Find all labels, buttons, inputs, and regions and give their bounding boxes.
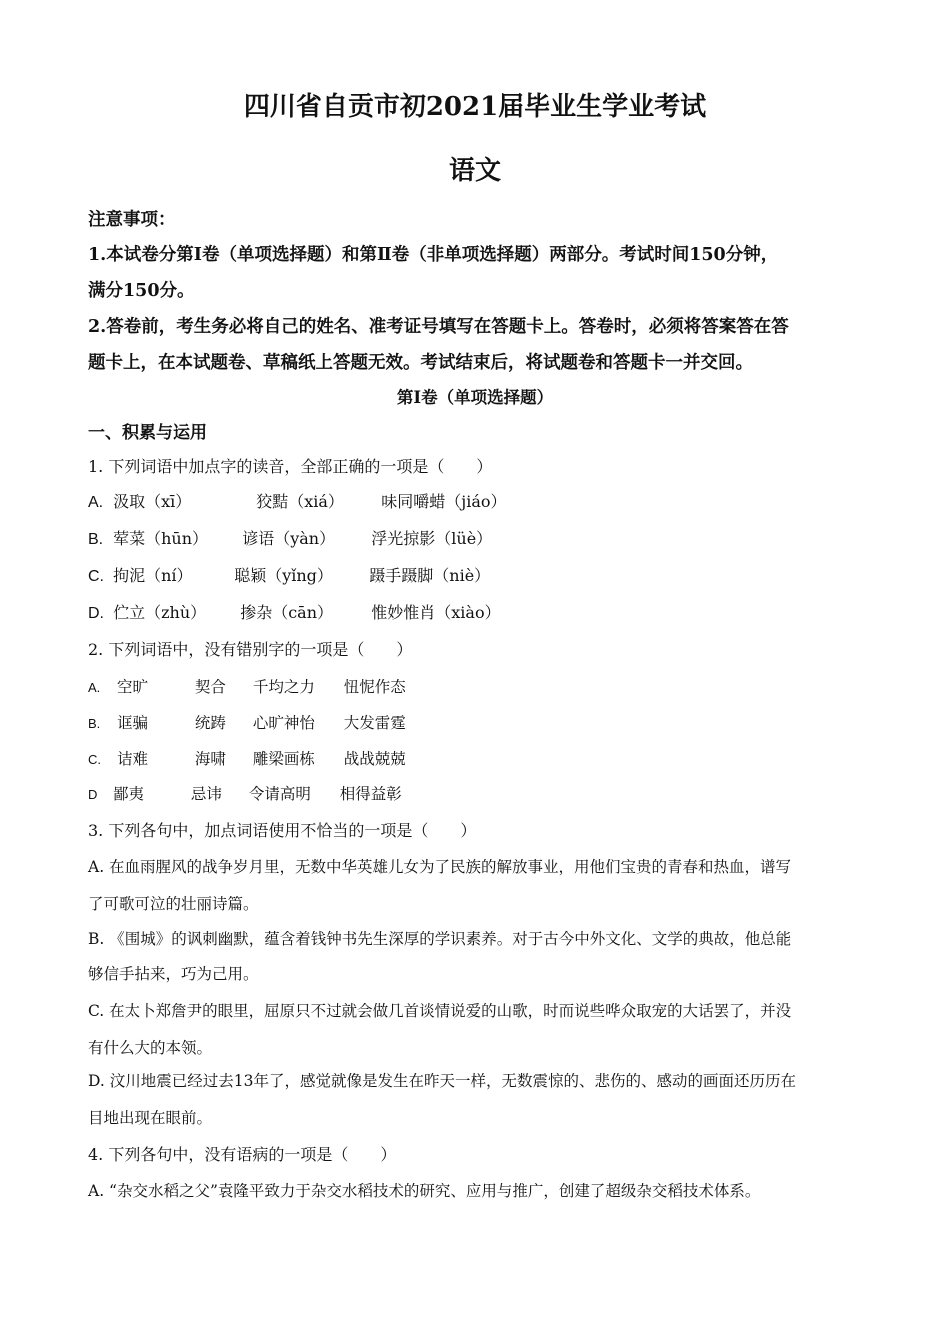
option-word: 浮光掠影（lüè） bbox=[371, 529, 493, 548]
section1-title: 一、积累与运用 bbox=[88, 423, 207, 443]
option-label: B. bbox=[88, 531, 104, 548]
q3-option-c-line2: 有什么大的本领。 bbox=[88, 1039, 213, 1057]
option-word: 忸怩作态 bbox=[343, 678, 406, 696]
q2-option-c bbox=[88, 747, 858, 769]
option-label: A. bbox=[88, 680, 101, 695]
notice-heading: 注意事项： bbox=[88, 210, 176, 230]
q2-option-a bbox=[88, 675, 858, 697]
q3-option-a-line1: A. 在血雨腥风的战争岁月里，无数中华英雄儿女为了民族的解放事业，用他们宝贵的青春和热血，谱写 bbox=[88, 858, 792, 876]
q1-option-d bbox=[88, 600, 858, 623]
q1-option-a bbox=[88, 489, 858, 512]
notice-line-4: 题卡上，在本试题卷、草稿纸上答题无效。考试结束后，将试题卷和答题卡一并交回。 bbox=[88, 353, 753, 373]
q4-stem: 4. 下列各句中，没有语病的一项是（ ） bbox=[88, 1145, 397, 1164]
option-word: 鄙夷 bbox=[112, 785, 144, 803]
option-label: B. bbox=[88, 716, 101, 731]
q3-option-b-line2: 够信手拈来，巧为己用。 bbox=[88, 965, 259, 983]
option-label: D. bbox=[88, 605, 104, 622]
notice-line-2: 满分150分。 bbox=[88, 281, 195, 301]
option-word: 掺杂（cān） bbox=[240, 603, 333, 622]
q1-stem: 1. 下列词语中加点字的读音，全部正确的一项是（ ） bbox=[88, 457, 493, 476]
option-word: 忌讳 bbox=[190, 785, 222, 803]
q3-option-c-line1: C. 在太卜郑詹尹的眼里，屈原只不过就会做几首谈情说爱的山歌，时而说些哗众取宠的大话罢了，并没 bbox=[88, 1002, 792, 1020]
option-word: 契合 bbox=[194, 678, 226, 696]
option-word: 相得益彰 bbox=[339, 785, 402, 803]
q3-option-b-line1: B. 《围城》的讽刺幽默，蕴含着钱钟书先生深厚的学识素养。对于古今中外文化、文学的典故，他总能 bbox=[88, 930, 792, 948]
option-word: 蹑手蹑脚（niè） bbox=[369, 566, 491, 585]
option-word: 狡黠（xiá） bbox=[256, 492, 344, 511]
q3-stem: 3. 下列各句中，加点词语使用不恰当的一项是（ ） bbox=[88, 821, 477, 840]
option-word: 荤菜（hūn） bbox=[113, 529, 209, 548]
option-word: 空旷 bbox=[116, 678, 148, 696]
option-word: 伫立（zhù） bbox=[113, 603, 207, 622]
option-label: C. bbox=[88, 752, 101, 767]
q1-option-c bbox=[88, 563, 858, 586]
option-word: 聪颖（yǐng） bbox=[234, 566, 333, 585]
option-word: 味同嚼蜡（jiáo） bbox=[381, 492, 507, 511]
option-word: 诓骗 bbox=[116, 714, 148, 732]
q3-option-d-line1: D. 汶川地震已经过去13年了，感觉就像是发生在昨天一样，无数震惊的、悲伤的、感动的画面还历历在 bbox=[88, 1072, 796, 1090]
option-word: 统踌 bbox=[194, 714, 226, 732]
option-word: 大发雷霆 bbox=[343, 714, 406, 732]
option-word: 心旷神怡 bbox=[252, 714, 315, 732]
option-label: D bbox=[88, 787, 98, 802]
part1-title: 第Ⅰ卷（单项选择题） bbox=[396, 388, 554, 407]
option-word: 千均之力 bbox=[252, 678, 315, 696]
option-word: 诘难 bbox=[116, 750, 148, 768]
option-word: 海啸 bbox=[194, 750, 226, 768]
subject-title: 语文 bbox=[448, 156, 501, 186]
option-label: C. bbox=[88, 568, 104, 585]
q2-option-d bbox=[88, 782, 858, 804]
q2-stem: 2. 下列词语中，没有错别字的一项是（ ） bbox=[88, 640, 413, 659]
option-word: 雕梁画栋 bbox=[252, 750, 315, 768]
notice-line-1: 1.本试卷分第Ⅰ卷（单项选择题）和第Ⅱ卷（非单项选择题）两部分。考试时间150分钟， bbox=[88, 245, 779, 265]
option-word: 谚语（yàn） bbox=[242, 529, 336, 548]
option-word: 战战兢兢 bbox=[343, 750, 406, 768]
option-word: 令请高明 bbox=[248, 785, 311, 803]
option-word: 拘泥（ní） bbox=[113, 566, 193, 585]
q1-option-b bbox=[88, 526, 858, 549]
option-word: 惟妙惟肖（xiào） bbox=[371, 603, 501, 622]
q2-option-b bbox=[88, 711, 858, 733]
q3-option-a-line2: 了可歌可泣的壮丽诗篇。 bbox=[88, 895, 259, 913]
q3-option-d-line2: 目地出现在眼前。 bbox=[88, 1109, 213, 1127]
q4-option-a-line1: A. “杂交水稻之父”袁隆平致力于杂交水稻技术的研究、应用与推广，创建了超级杂交稻技术体系。 bbox=[88, 1182, 761, 1200]
option-label: A. bbox=[88, 494, 104, 511]
exam-title: 四川省自贡市初2021届毕业生学业考试 bbox=[243, 92, 707, 122]
option-word: 汲取（xī） bbox=[113, 492, 192, 511]
notice-line-3: 2.答卷前，考生务必将自己的姓名、准考证号填写在答题卡上。答卷时，必须将答案答在答 bbox=[88, 317, 789, 337]
